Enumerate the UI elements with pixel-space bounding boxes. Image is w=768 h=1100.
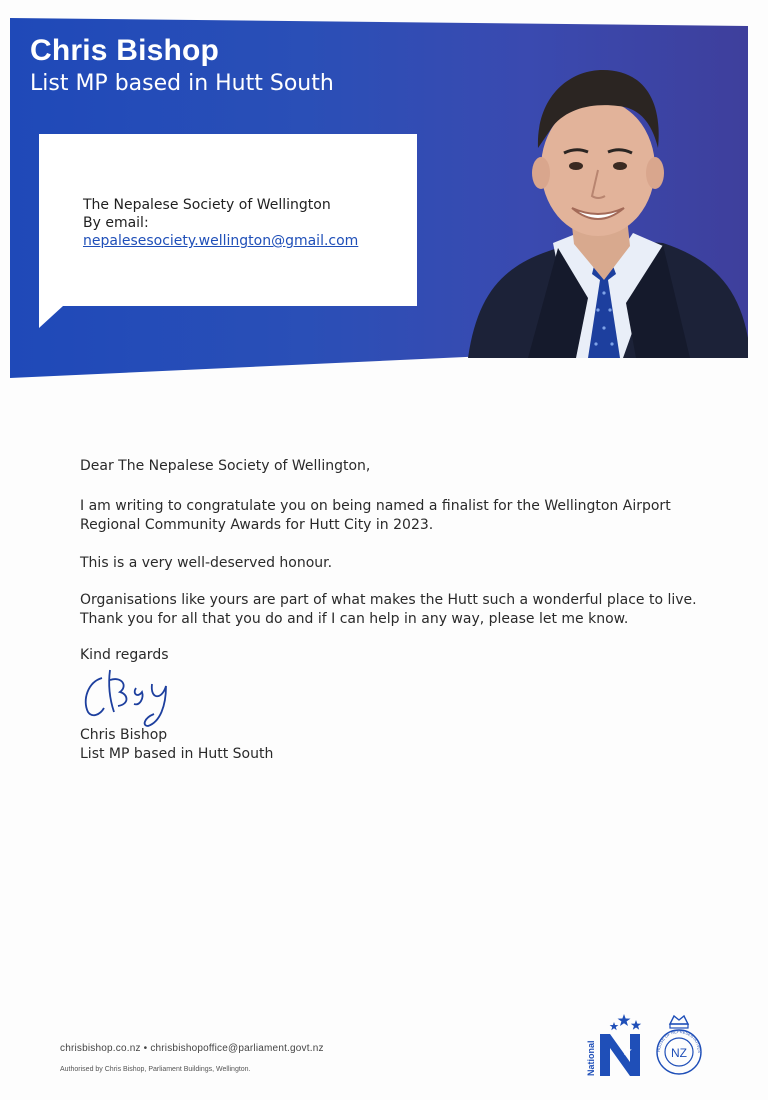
mp-name-title: Chris Bishop [30,34,220,67]
letter-salutation: Dear The Nepalese Society of Wellington, [80,458,371,474]
national-party-logo [586,1010,648,1078]
handwritten-signature [80,660,190,732]
house-of-representatives-logo [654,1010,704,1078]
national-logo-text: National [586,1040,596,1076]
address-block [83,196,358,250]
letter-paragraph: This is a very well-deserved honour. [80,555,333,571]
delivery-method: By email: [83,215,149,231]
mp-role-subtitle: List MP based in Hutt South [30,71,334,96]
letter-paragraph: I am writing to congratulate you on being named a finalist for the Wellington Airport Regional Community Awards for Hutt City in 2023. [80,498,671,533]
mp-portrait-photo [458,48,748,358]
footer-contact-line: chrisbishop.co.nz • chrisbishopoffice@parliament.govt.nz [60,1043,324,1054]
address-box-tail [39,306,63,328]
recipient-name: The Nepalese Society of Wellington [83,197,331,213]
recipient-email-link[interactable]: nepalesesociety.wellington@gmail.com [83,233,359,249]
house-logo-text: HOUSE OF REPRESENTATIVES [655,1028,703,1053]
nz-emblem-text: NZ [671,1046,687,1060]
footer-authorisation: Authorised by Chris Bishop, Parliament Buildings, Wellington. [60,1066,251,1073]
signer-name: Chris Bishop [80,727,168,743]
letter-paragraph: Organisations like yours are part of what makes the Hutt such a wonderful place to live. Thank you for all that you do and if I can help in any way, please let me know. [80,592,697,627]
letter-closing: Kind regards [80,647,169,663]
signer-title: List MP based in Hutt South [80,746,274,762]
